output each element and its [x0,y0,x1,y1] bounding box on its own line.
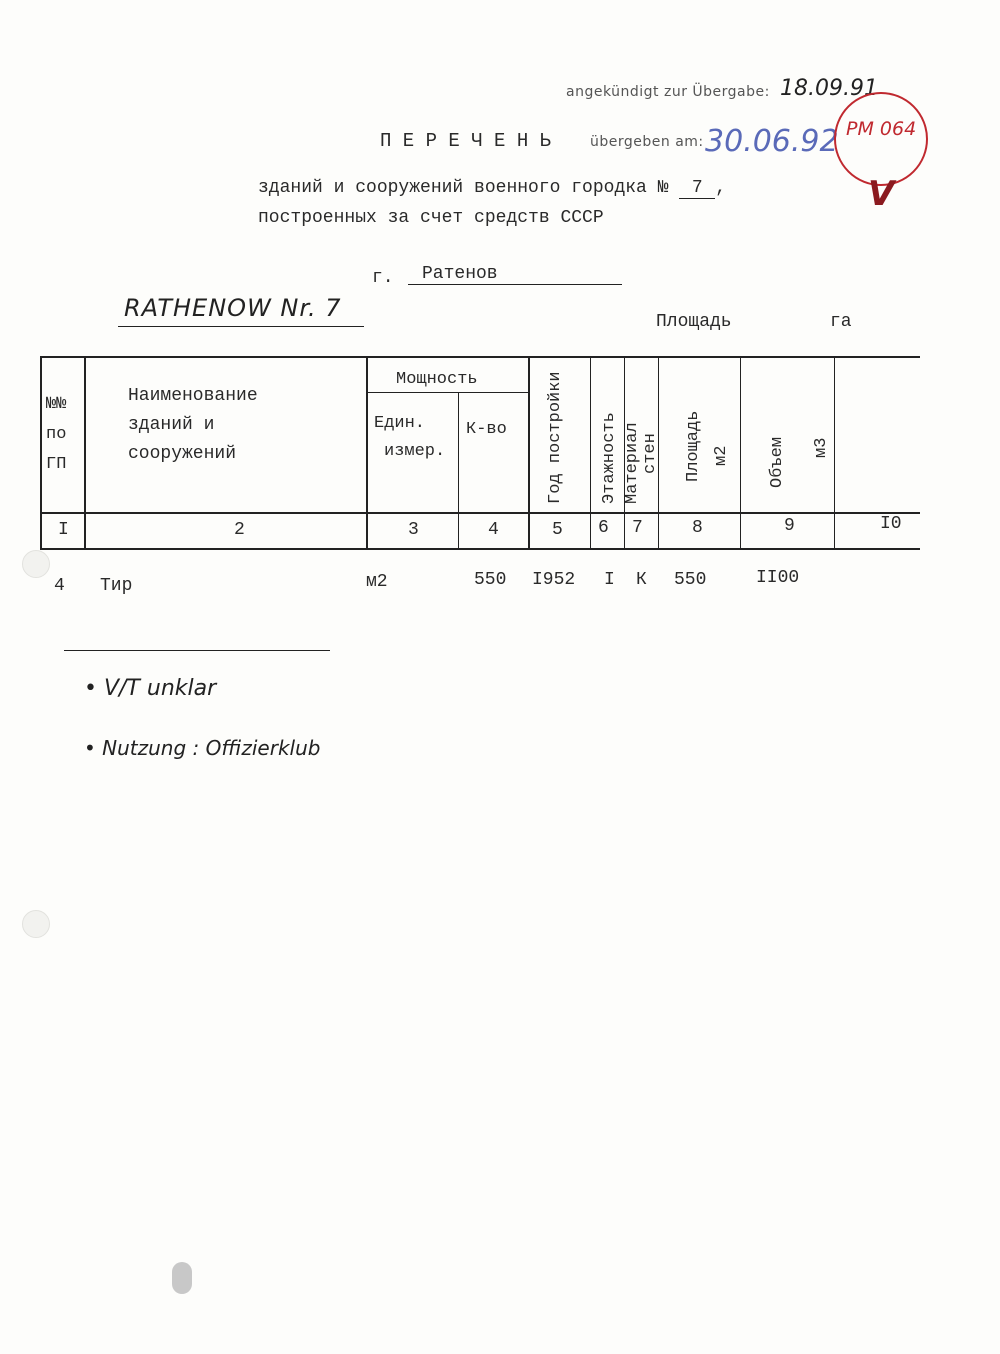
stamp-code: PM 064 [846,118,917,140]
col-number-6: 6 [598,518,609,538]
col-number-5: 5 [552,520,563,540]
area-label: Площадь [656,312,732,332]
punch-hole-top [22,550,50,578]
col-name-header: Наименование зданий и сооружений [128,386,258,464]
col-floors-header: Этажность [600,412,619,504]
col-number-4: 4 [488,520,499,540]
subtitle-line1 [258,178,726,199]
row-year: I952 [532,570,576,590]
smudge [172,1262,192,1294]
handed-date: 30.06.92 [705,124,839,159]
handwritten-place: RATHENOW Nr. 7 [124,294,342,322]
subtitle-text: зданий и сооружений военного городка № [258,178,669,198]
col-number-8: 8 [692,518,703,538]
col-material-header: Материал стен [623,422,660,504]
area-unit: га [830,312,852,332]
row-material: К [636,570,647,590]
col-number-10: I0 [880,514,902,534]
note-usage: • Nutzung : Offizierklub [84,736,321,760]
col-number-3: 3 [408,520,419,540]
city-prefix: г. [372,268,394,288]
notes-separator [64,650,330,651]
col-number-7: 7 [632,518,643,538]
place-underline [118,326,364,327]
col-qty-header: К-во [466,420,507,439]
capacity-header: Мощность [396,370,478,389]
note-unclear: • V/T unklar [84,676,217,701]
col-unit-header: Един. измер. [374,414,446,461]
col-year-header: Год постройки [546,371,565,504]
announced-label: angekündigt zur Übergabe: [566,84,770,100]
handed-label: übergeben am: [590,134,704,150]
col-number-9: 9 [784,516,795,536]
punch-hole-middle [22,910,50,938]
row-volume: II00 [756,568,800,588]
col-number-1: I [58,520,69,540]
col-area-header: Площадь м2 [684,410,731,482]
col-no-header: №№ по ГП [46,395,67,474]
subtitle-comma: , [715,178,727,198]
row-area: 550 [674,570,707,590]
subtitle-line2: построенных за счет средств СССР [258,208,604,228]
city-name: Ратенов [408,264,622,285]
row-floors: I [604,570,615,590]
garrison-number: 7 [679,178,715,199]
document-title: П Е Р Е Ч Е Н Ь [380,130,552,152]
row-unit: м2 [366,572,388,592]
check-mark: V [868,174,895,214]
col-number-2: 2 [234,520,245,540]
row-name: Тир [100,576,133,596]
col-volume-header: Объем м3 [768,436,831,488]
row-no: 4 [54,576,65,596]
announced-date: 18.09.91 [780,76,878,101]
row-qty: 550 [474,570,507,590]
